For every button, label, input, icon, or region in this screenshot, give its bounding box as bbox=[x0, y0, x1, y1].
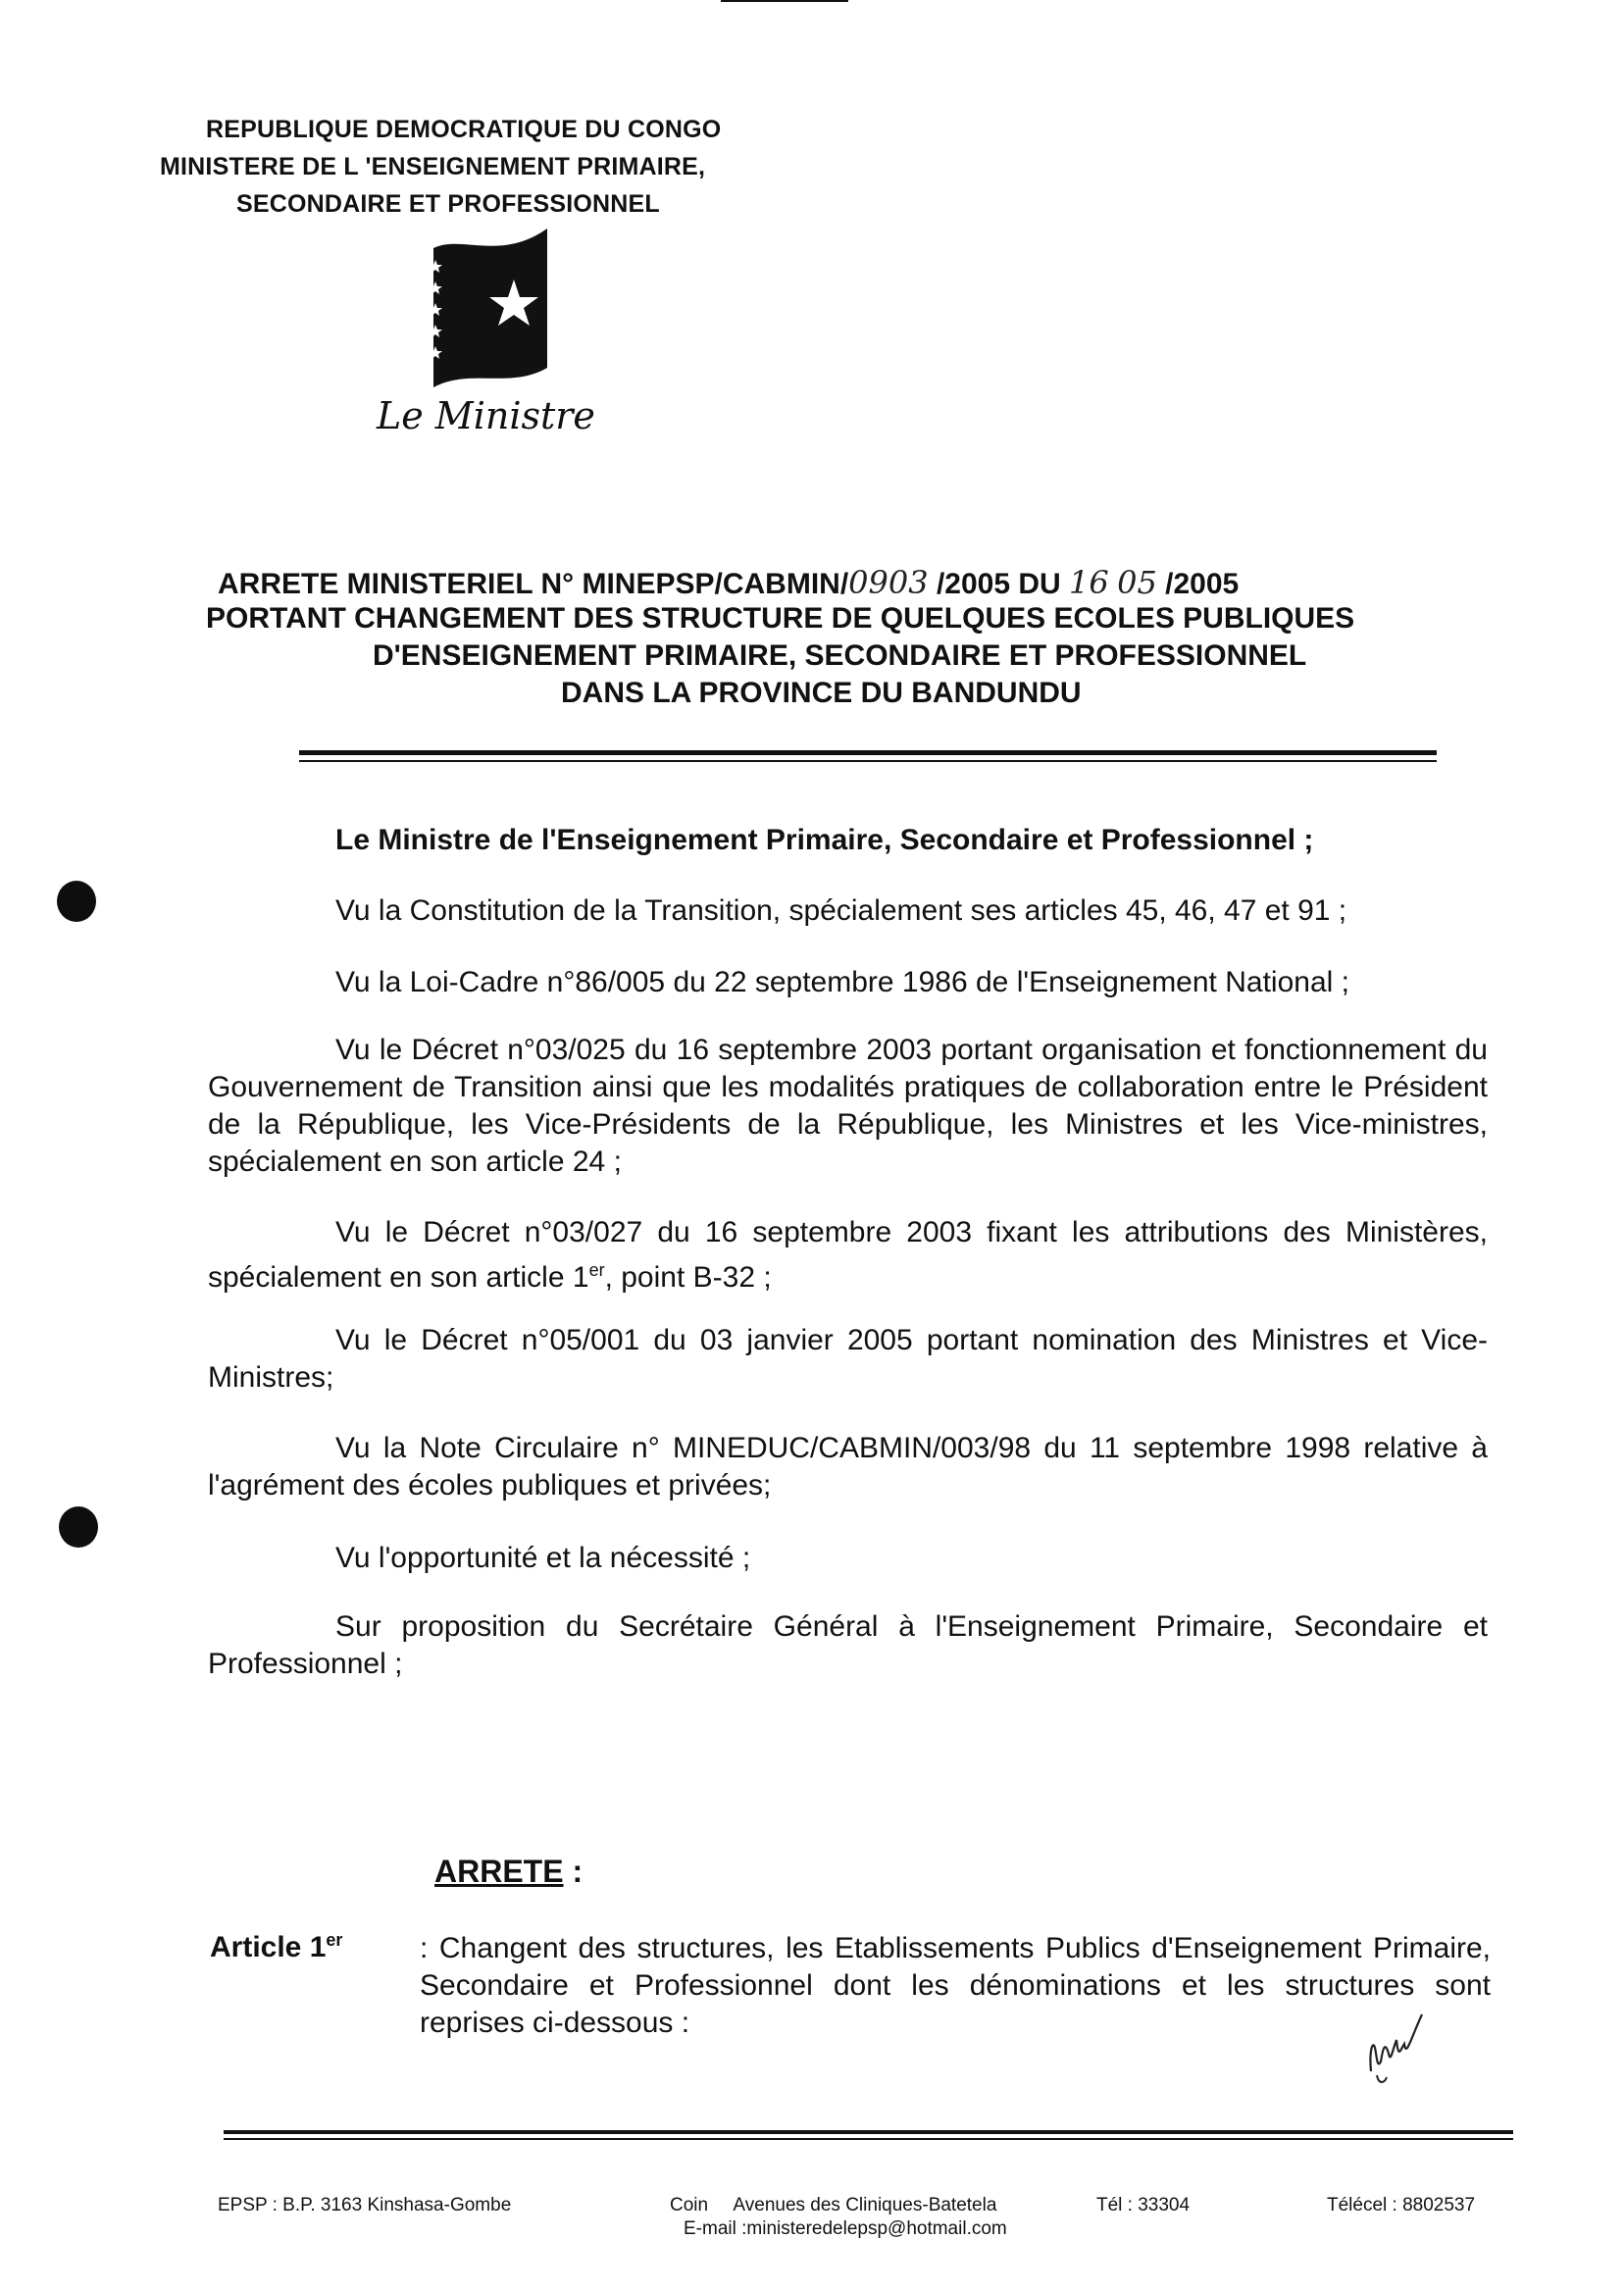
footer-rule-thin bbox=[224, 2138, 1513, 2140]
footer-email: E-mail :ministeredelepsp@hotmail.com bbox=[684, 2218, 1007, 2239]
handwritten-initials bbox=[1363, 2011, 1442, 2089]
vu-constitution: Vu la Constitution de la Transition, spécialement ses articles 45, 46, 47 et 91 ; bbox=[335, 894, 1347, 927]
title-rule-thick bbox=[299, 750, 1437, 755]
vu-decret-03-027 bbox=[208, 1214, 1488, 1297]
vu-decret-03-027-end: , point B-32 ; bbox=[604, 1261, 772, 1294]
vu-note-circulaire: Vu la Note Circulaire n° MINEDUC/CABMIN/003/98 du 11 septembre 1998 relative à l'agrément des écoles publiques et privées; bbox=[208, 1432, 1488, 1502]
arrete-word: ARRETE bbox=[434, 1854, 564, 1889]
footer-corner: Coin Avenues des Cliniques-Batetela bbox=[670, 2195, 997, 2215]
decree-month-handwritten: 05 bbox=[1117, 564, 1157, 601]
vu-opportunite: Vu l'opportunité et la nécessité ; bbox=[335, 1542, 751, 1574]
arrete-heading bbox=[434, 1854, 583, 1890]
footer-telecel: Télécel : 8802537 bbox=[1327, 2195, 1476, 2215]
vu-decret-03-027-sup: er bbox=[588, 1260, 605, 1280]
decree-number-prefix: ARRETE MINISTERIEL N° MINEPSP/CABMIN/ bbox=[218, 568, 849, 600]
header-republic: REPUBLIQUE DEMOCRATIQUE DU CONGO bbox=[206, 116, 722, 143]
decree-number-handwritten: 0903 bbox=[848, 564, 929, 601]
vu-decret-03-027-text: Vu le Décret n°03/027 du 16 septembre 2003 fixant les attributions des Ministères, spécialement en son article 1 bbox=[208, 1216, 1488, 1294]
minister-heading: Le Ministre de l'Enseignement Primaire, Secondaire et Professionnel ; bbox=[335, 824, 1314, 856]
article-label bbox=[210, 1930, 342, 1964]
decree-title-line4: DANS LA PROVINCE DU BANDUNDU bbox=[561, 677, 1082, 709]
footer-address: EPSP : B.P. 3163 Kinshasa-Gombe bbox=[218, 2195, 512, 2215]
article-1-text: : Changent des structures, les Etablissements Publics d'Enseignement Primaire, Secondaire et Professionnel dont les dénominations et les structures sont reprises ci-dessous : bbox=[420, 1932, 1491, 2039]
article-label-sup: er bbox=[326, 1930, 343, 1950]
flag-emblem bbox=[422, 221, 579, 397]
footer-rule-thick bbox=[224, 2130, 1513, 2134]
title-rule-thin bbox=[299, 760, 1437, 762]
vu-loi-cadre: Vu la Loi-Cadre n°86/005 du 22 septembre 1986 de l'Enseignement National ; bbox=[335, 966, 1349, 998]
article-label-text: Article 1 bbox=[210, 1931, 327, 1963]
header-ministry-2: SECONDAIRE ET PROFESSIONNEL bbox=[236, 190, 660, 218]
signature-title: Le Ministre bbox=[377, 394, 595, 437]
decree-title-line1 bbox=[218, 564, 1239, 601]
decree-day-handwritten: 16 bbox=[1069, 564, 1109, 601]
vu-decret-03-025: Vu le Décret n°03/025 du 16 septembre 2003 portant organisation et fonctionnement du Gouvernement de Transition ainsi que les modalités pratiques de collaboration entre le Président de la République, les Vice-Présidents de la République, les Ministres et les Vice-ministres, spécialement en son article 24 ; bbox=[208, 1034, 1488, 1178]
decree-title-line3: D'ENSEIGNEMENT PRIMAIRE, SECONDAIRE ET PROFESSIONNEL bbox=[373, 639, 1307, 672]
arrete-colon: : bbox=[563, 1854, 584, 1889]
sur-proposition: Sur proposition du Secrétaire Général à l'Enseignement Primaire, Secondaire et Professionnel ; bbox=[208, 1610, 1488, 1680]
footer-tel: Tél : 33304 bbox=[1096, 2195, 1191, 2215]
header-ministry: MINISTERE DE L 'ENSEIGNEMENT PRIMAIRE, bbox=[160, 153, 706, 180]
punch-hole bbox=[57, 881, 96, 922]
decree-title-line2: PORTANT CHANGEMENT DES STRUCTURE DE QUELQUES ECOLES PUBLIQUES bbox=[206, 602, 1355, 635]
vu-decret-05-001: Vu le Décret n°05/001 du 03 janvier 2005 portant nomination des Ministres et Vice-Ministres; bbox=[208, 1324, 1488, 1394]
decree-year: /2005 bbox=[1165, 568, 1240, 600]
punch-hole bbox=[59, 1506, 98, 1548]
scan-mark-top bbox=[721, 0, 848, 2]
decree-year-label: /2005 DU bbox=[936, 568, 1061, 600]
